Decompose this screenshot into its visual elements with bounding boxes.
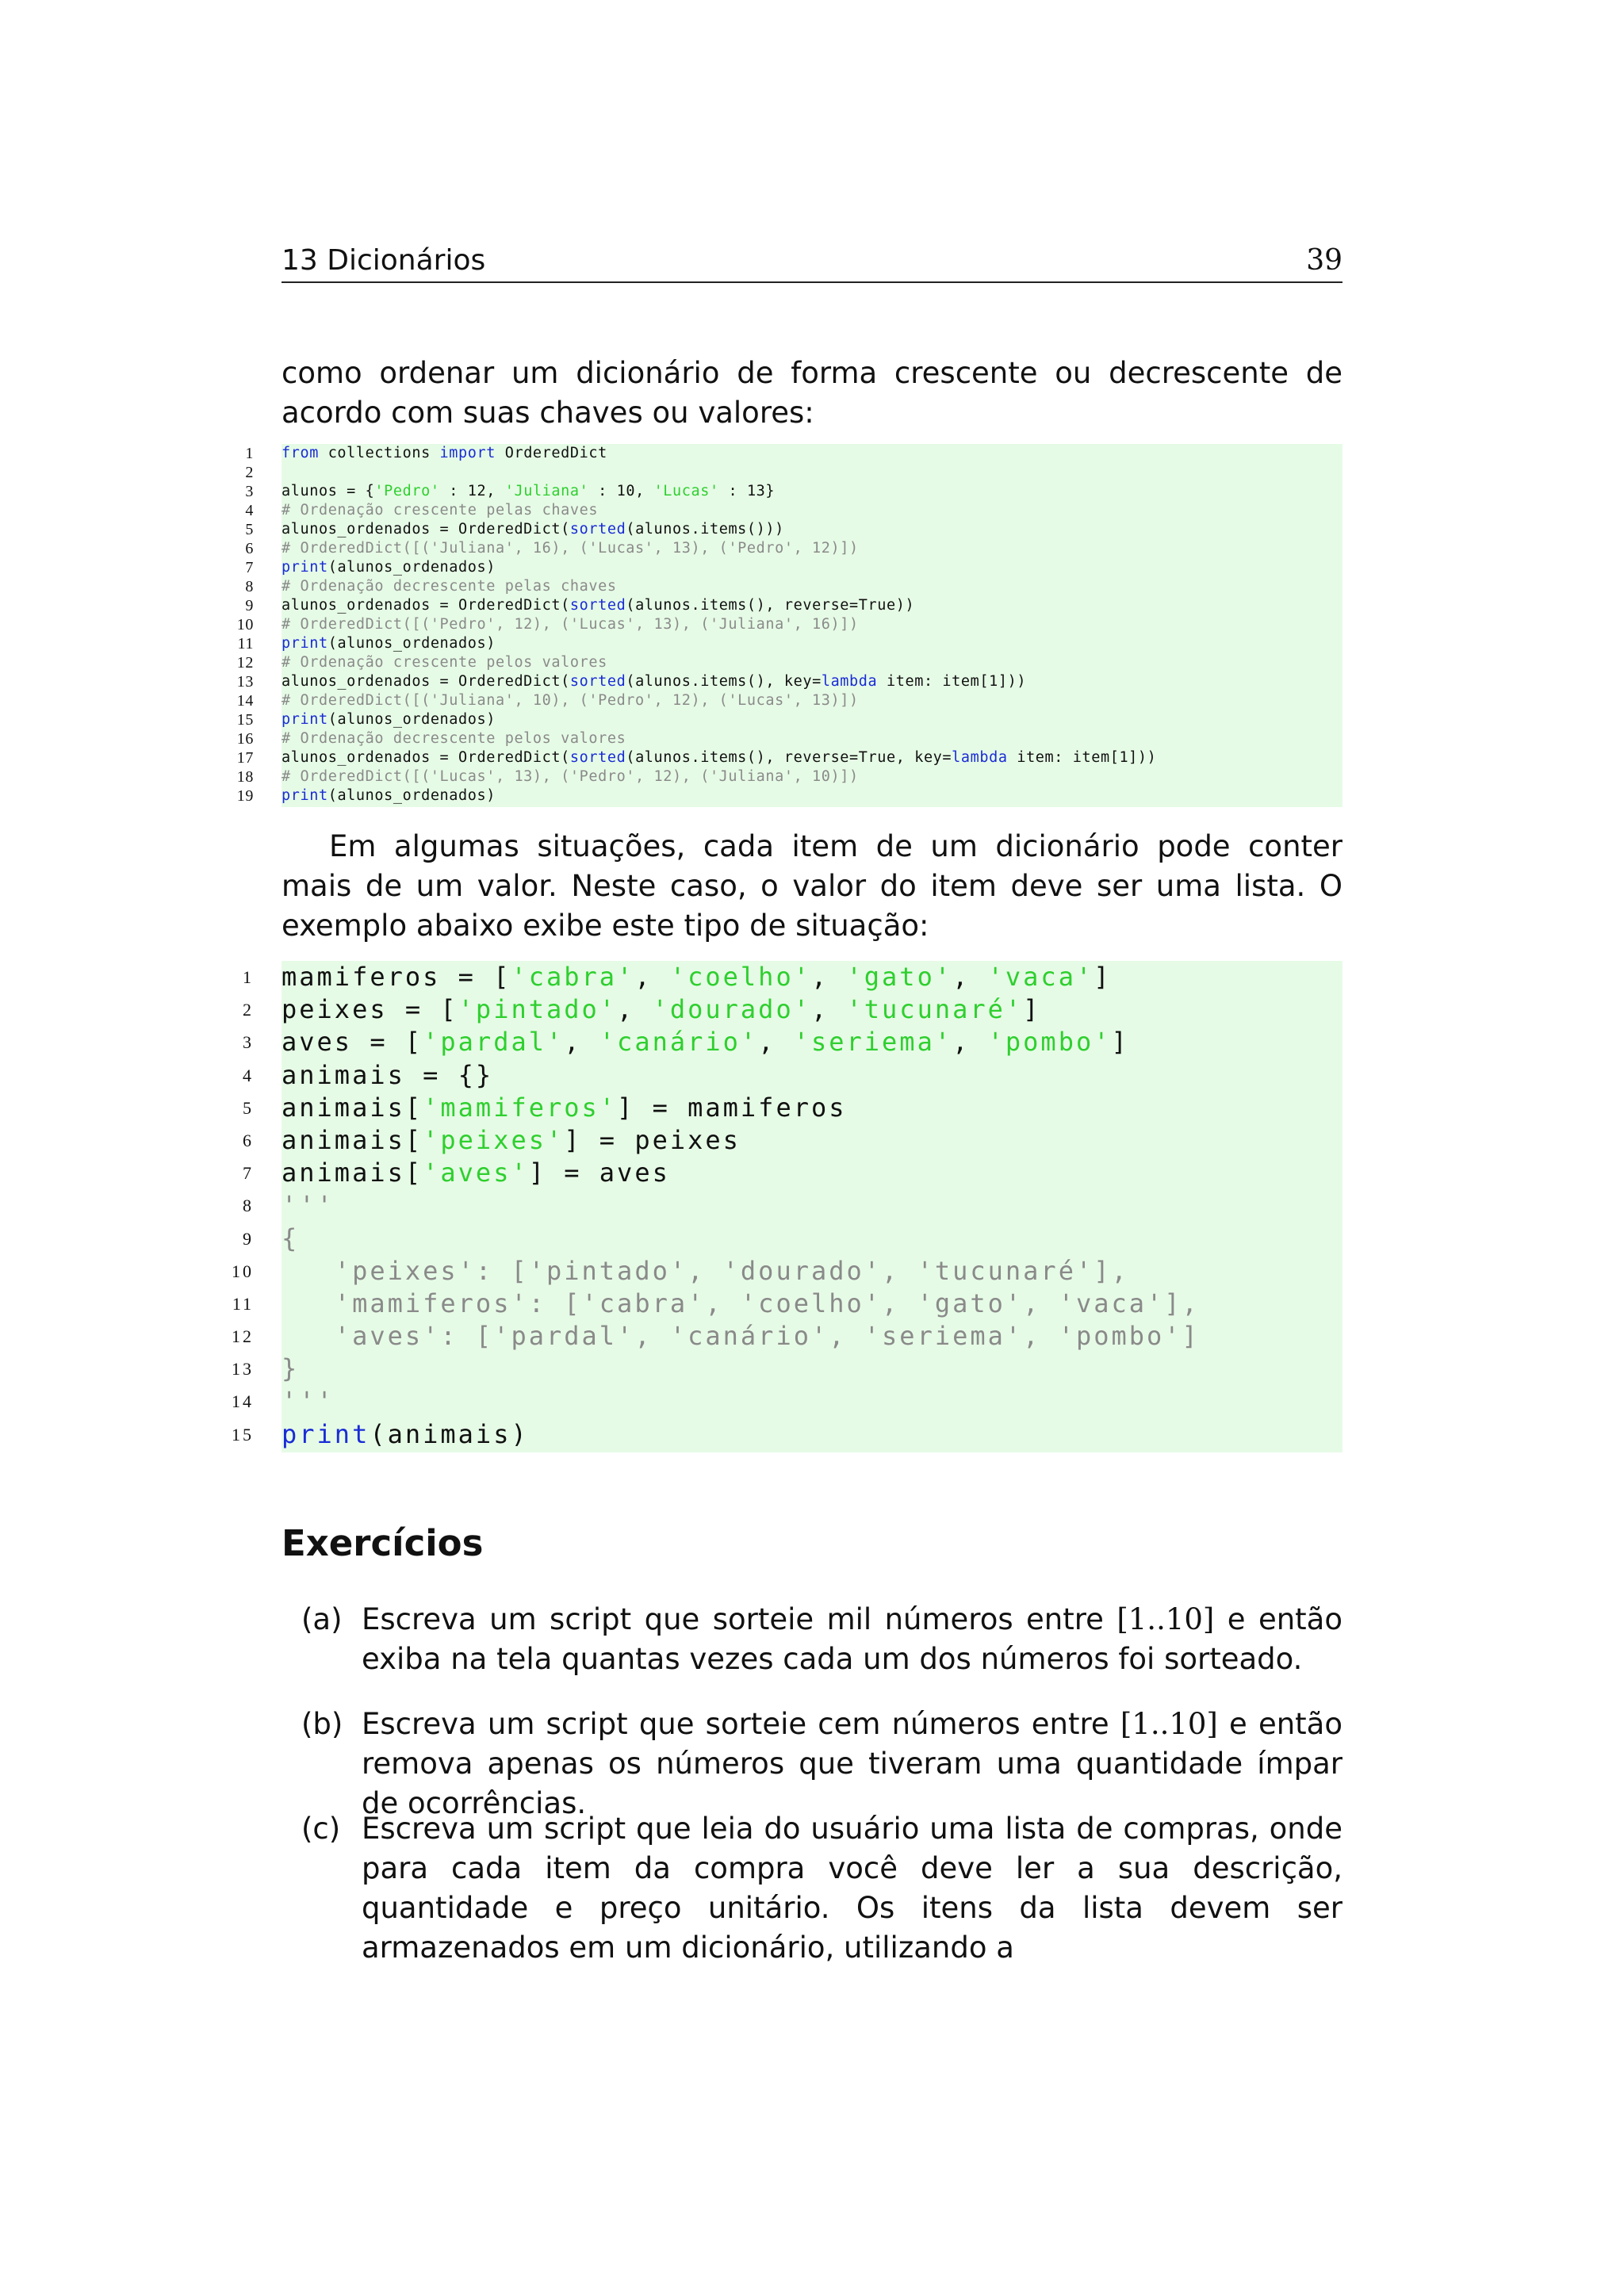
code-token: 'cabra': [511, 962, 635, 992]
exercise-label: (c): [301, 1812, 341, 1846]
code-token: alunos = {: [282, 483, 375, 499]
code-token: item: item[1])): [877, 673, 1027, 690]
code-token: from: [282, 445, 319, 461]
code-token: (alunos.items(), key=: [626, 673, 822, 690]
code-line: [232, 1255, 1342, 1288]
code-line: [236, 748, 1342, 767]
exercise-text: [362, 1600, 1342, 1679]
code-token: ,: [634, 962, 670, 992]
code-token: 'pintado': [458, 994, 618, 1025]
code-line: [243, 1092, 1342, 1124]
exercise-item: [301, 1600, 1342, 1679]
code-token: item: item[1])): [1007, 749, 1157, 766]
code-token: animais = {}: [282, 1059, 494, 1090]
line-number: 5: [243, 1097, 254, 1118]
line-number: 12: [236, 654, 254, 672]
line-number: 4: [243, 1065, 254, 1085]
line-number: 14: [232, 1391, 254, 1412]
code-token: 'peixes': ['pintado', 'dourado', 'tucunaré'],: [282, 1255, 1129, 1286]
exercise-text-part: e então remova apenas os números que tiveram uma quantidade ímpar de ocorrências.: [362, 1707, 1342, 1820]
math-interval: [1..10]: [1116, 1602, 1215, 1636]
code-token: : 12,: [439, 483, 505, 499]
code-line: [232, 1385, 1342, 1418]
code-token: ,: [758, 1027, 794, 1058]
code-token: 'aves': ['pardal', 'canário', 'seriema', 'pombo']: [282, 1321, 1200, 1352]
code-block-animals: [232, 961, 1342, 1452]
code-token: ,: [617, 994, 653, 1025]
exercise-text-part: e então exiba na tela quantas vezes cada um dos números foi sorteado.: [362, 1602, 1342, 1676]
code-line: [245, 463, 1342, 482]
code-token: lambda: [952, 749, 1008, 766]
line-number: 10: [236, 616, 254, 633]
code-token: ,: [564, 1027, 599, 1058]
code-line: [236, 653, 1342, 672]
code-line: [245, 501, 1342, 520]
code-line: [243, 1059, 1342, 1092]
code-token: 'Juliana': [504, 483, 589, 499]
code-token: ]: [1111, 1027, 1129, 1058]
code-line: [236, 615, 1342, 634]
code-token: lambda: [821, 673, 878, 690]
line-number: 10: [232, 1261, 254, 1281]
code-token: mamiferos = [: [282, 962, 511, 992]
code-token: ''': [282, 1386, 335, 1417]
code-line: [232, 1320, 1342, 1353]
code-block-ordering: [236, 444, 1342, 807]
exercise-label: (b): [301, 1707, 343, 1741]
code-token: ]: [1094, 962, 1112, 992]
code-token: animais[: [282, 1092, 423, 1123]
math-interval: [1..10]: [1120, 1707, 1218, 1741]
code-token: peixes = [: [282, 994, 458, 1025]
exercise-item: [301, 1809, 1342, 1968]
code-token: {: [282, 1223, 300, 1253]
code-line: [236, 710, 1342, 729]
code-token: alunos_ordenados = OrderedDict(: [282, 597, 570, 614]
code-line: [243, 1223, 1342, 1255]
code-token: ,: [952, 1027, 988, 1058]
chapter-title: 13 Dicionários: [282, 244, 486, 277]
line-number: 13: [232, 1359, 254, 1380]
line-number: 3: [245, 483, 254, 500]
code-token: 'Pedro': [374, 483, 440, 499]
line-number: 1: [243, 967, 254, 987]
line-number: 8: [245, 578, 254, 595]
code-token: print: [282, 1418, 370, 1449]
line-number: 2: [243, 1000, 254, 1020]
code-line: [245, 482, 1342, 501]
code-token: 'canário': [599, 1027, 759, 1058]
code-token: 'dourado': [652, 994, 811, 1025]
code-token: sorted: [569, 597, 626, 614]
code-token: print: [282, 559, 328, 576]
code-token: ''': [282, 1190, 335, 1221]
code-line: [236, 786, 1342, 806]
code-token: # Ordenação decrescente pelos valores: [282, 730, 626, 747]
code-token: animais[: [282, 1124, 423, 1155]
code-token: 'gato': [846, 962, 953, 992]
code-token: # OrderedDict([('Juliana', 16), ('Lucas', 13), ('Pedro', 12)]): [282, 540, 859, 557]
line-number: 14: [236, 692, 254, 710]
line-number: 6: [245, 540, 254, 557]
code-line: [243, 993, 1342, 1026]
line-number: 11: [237, 635, 254, 652]
exercise-text-part: Escreva um script que sorteie cem números entre: [362, 1707, 1120, 1741]
page-number: 39: [1306, 244, 1342, 277]
line-number: 2: [245, 464, 254, 481]
code-token: # OrderedDict([('Pedro', 12), ('Lucas', 13), ('Juliana', 16)]): [282, 616, 859, 633]
code-line: [243, 1026, 1342, 1058]
code-line: [245, 577, 1342, 596]
code-token: aves = [: [282, 1027, 423, 1058]
line-number: 8: [243, 1196, 254, 1216]
code-token: collections: [318, 445, 440, 461]
code-token: print: [282, 787, 328, 804]
code-line: [236, 729, 1342, 748]
code-line: [232, 1288, 1342, 1320]
code-token: sorted: [569, 673, 626, 690]
code-token: (alunos.items(), reverse=True)): [626, 597, 915, 614]
code-token: 'Lucas': [653, 483, 719, 499]
code-line: [232, 1418, 1342, 1451]
code-line: [245, 558, 1342, 577]
line-number: 16: [236, 730, 254, 748]
code-token: 'tucunaré': [846, 994, 1024, 1025]
line-number: 15: [236, 711, 254, 729]
exercise-text-part: Escreva um script que sorteie mil números entre: [362, 1602, 1117, 1636]
code-line: [243, 1157, 1342, 1189]
code-line: [232, 1353, 1342, 1385]
code-token: # OrderedDict([('Juliana', 10), ('Pedro', 12), ('Lucas', 13)]): [282, 692, 859, 709]
code-token: print: [282, 711, 328, 728]
code-token: (alunos_ordenados): [327, 635, 496, 652]
code-token: # Ordenação decrescente pelas chaves: [282, 578, 617, 595]
exercise-item: [301, 1705, 1342, 1823]
line-number: 1: [245, 445, 254, 462]
line-number: 17: [236, 749, 254, 767]
line-number: 7: [245, 559, 254, 576]
code-token: }: [282, 1353, 300, 1384]
code-line: [237, 634, 1342, 653]
code-token: ] = peixes: [564, 1124, 741, 1155]
line-number: 12: [232, 1326, 254, 1347]
code-token: # Ordenação crescente pelos valores: [282, 654, 607, 671]
code-token: 'aves': [423, 1158, 529, 1188]
code-token: (alunos_ordenados): [327, 559, 496, 576]
line-number: 4: [245, 502, 254, 519]
code-token: : 13}: [718, 483, 776, 499]
code-line: [243, 1189, 1342, 1222]
code-token: sorted: [569, 749, 626, 766]
line-number: 18: [236, 768, 254, 786]
line-number: 11: [232, 1293, 254, 1314]
code-line: [245, 520, 1342, 539]
code-line: [236, 691, 1342, 710]
line-number: 13: [236, 673, 254, 691]
code-token: 'pardal': [423, 1027, 565, 1058]
code-token: alunos_ordenados = OrderedDict(: [282, 749, 570, 766]
line-number: 7: [243, 1163, 254, 1184]
code-token: 'pombo': [987, 1027, 1112, 1058]
code-line: [245, 539, 1342, 558]
line-number: 5: [245, 521, 254, 538]
exercise-label: (a): [301, 1602, 343, 1636]
code-token: 'vaca': [987, 962, 1094, 992]
code-token: alunos_ordenados = OrderedDict(: [282, 673, 570, 690]
line-number: 3: [243, 1032, 254, 1053]
code-token: 'coelho': [669, 962, 811, 992]
middle-paragraph: Em algumas situações, cada item de um dicionário pode conter mais de um valor. Neste caso, o valor do item deve ser uma lista. O exemplo abaixo exibe este tipo de situação:: [282, 829, 1342, 943]
code-token: animais[: [282, 1158, 423, 1188]
exercise-text-part: Escreva um script que leia do usuário uma lista de compras, onde para cada item da compra você deve ler a sua descrição, quantidade e preço unitário. Os itens da lista devem ser armazenados em um dicionário, utilizando a: [362, 1812, 1342, 1965]
code-token: # OrderedDict([('Lucas', 13), ('Pedro', 12), ('Juliana', 10)]): [282, 768, 859, 785]
code-token: 'peixes': [423, 1124, 565, 1155]
line-number: 19: [236, 787, 254, 805]
code-token: print: [282, 635, 328, 652]
code-token: ] = mamiferos: [617, 1092, 847, 1123]
code-token: 'seriema': [793, 1027, 953, 1058]
exercise-text: [362, 1705, 1342, 1823]
code-line: [236, 672, 1342, 691]
exercises-heading: Exercícios: [282, 1522, 484, 1564]
code-token: (alunos.items())): [626, 521, 784, 538]
code-token: alunos_ordenados = OrderedDict(: [282, 521, 570, 538]
code-token: ,: [810, 962, 847, 992]
code-token: (alunos_ordenados): [327, 787, 496, 804]
code-token: ] = aves: [528, 1158, 670, 1188]
code-token: 'mamiferos': ['cabra', 'coelho', 'gato', 'vaca'],: [282, 1288, 1200, 1318]
code-line: [243, 1124, 1342, 1157]
line-number: 9: [245, 597, 254, 614]
code-token: ,: [810, 994, 847, 1025]
code-line: [236, 767, 1342, 786]
code-token: : 10,: [588, 483, 654, 499]
code-token: # Ordenação crescente pelas chaves: [282, 502, 599, 519]
code-token: ,: [952, 962, 988, 992]
line-number: 9: [243, 1228, 254, 1249]
code-token: OrderedDict: [495, 445, 607, 461]
exercise-text: [362, 1809, 1342, 1968]
line-number: 6: [243, 1130, 254, 1150]
code-token: (animais): [370, 1418, 529, 1449]
page-header: [282, 244, 1342, 283]
code-token: ]: [1023, 994, 1041, 1025]
code-token: (alunos_ordenados): [327, 711, 496, 728]
line-number: 15: [232, 1424, 254, 1445]
code-token: (alunos.items(), reverse=True, key=: [626, 749, 952, 766]
code-line: [245, 444, 1342, 463]
code-token: 'mamiferos': [423, 1092, 618, 1123]
code-token: sorted: [569, 521, 626, 538]
code-token: import: [439, 445, 496, 461]
code-line: [243, 961, 1342, 993]
intro-paragraph: como ordenar um dicionário de forma crescente ou decrescente de acordo com suas chaves ou valores:: [282, 356, 1342, 430]
code-line: [245, 596, 1342, 615]
